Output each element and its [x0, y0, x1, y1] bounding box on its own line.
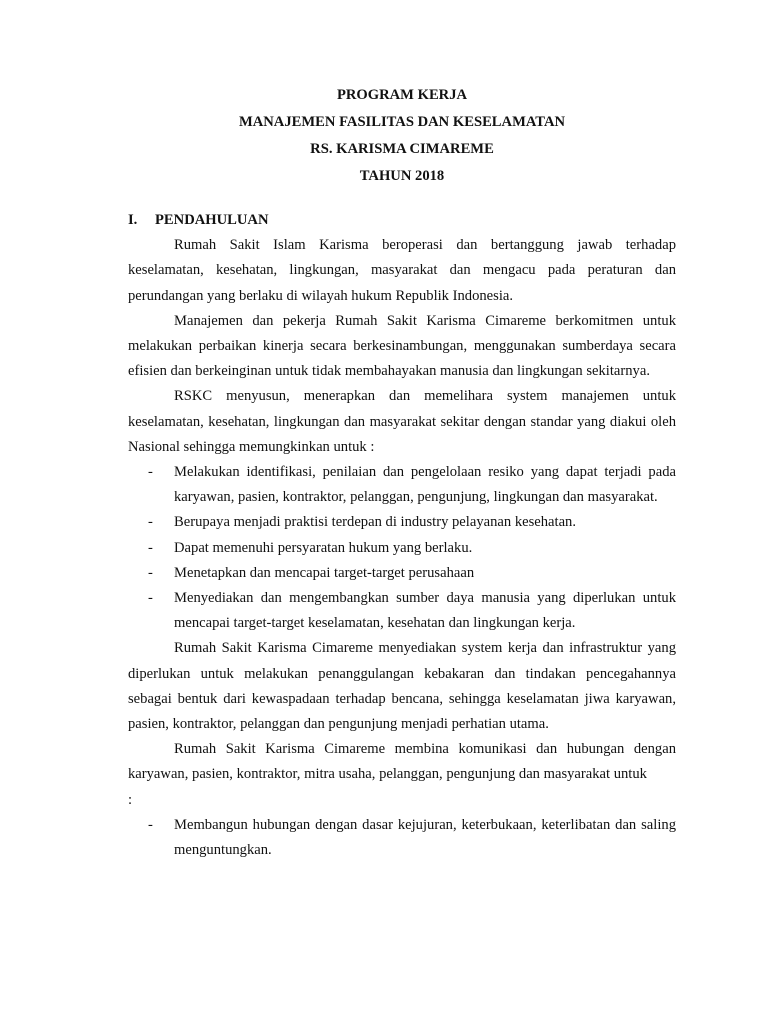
list-item-text: Melakukan identifikasi, penilaian dan pengelolaan resiko yang dapat terjadi pada karyawan, pasien, kontraktor, pelanggan, pengunjung, lingkungan dan masyarakat.	[174, 464, 676, 506]
list-item-text: Menyediakan dan mengembangkan sumber daya manusia yang diperlukan untuk mencapai target-target keselamatan, kesehatan dan lingkungan kerja.	[174, 590, 676, 632]
bullet-list-1	[128, 460, 676, 636]
bullet-dash: -	[148, 590, 153, 607]
section-number: I.	[128, 212, 138, 228]
paragraph-5: Rumah Sakit Karisma Cimareme membina komunikasi dan hubungan dengan karyawan, pasien, kontraktor, mitra usaha, pelanggan, pengunjung dan masyarakat untuk	[128, 741, 676, 783]
bullet-dash: -	[148, 816, 153, 833]
paragraph-2: Manajemen dan pekerja Rumah Sakit Karisma Cimareme berkomitmen untuk melakukan perbaikan kinerja secara berkesinambungan, menggunakan sumberdaya secara efisien dan berkeinginan untuk tidak membahayakan manusia dan lingkungan sekitarnya.	[128, 312, 676, 380]
bullet-dash: -	[148, 564, 153, 581]
document-title	[128, 82, 676, 190]
list-item	[128, 536, 676, 561]
paragraph-5-colon: :	[128, 791, 133, 808]
title-line-1: PROGRAM KERJA	[336, 87, 468, 103]
list-item	[128, 460, 676, 510]
list-item	[128, 561, 676, 586]
title-line-3: RS. KARISMA CIMAREME	[310, 141, 494, 157]
list-item-text: Berupaya menjadi praktisi terdepan di industry pelayanan kesehatan.	[174, 514, 576, 531]
bullet-dash: -	[148, 514, 153, 531]
paragraph-4: Rumah Sakit Karisma Cimareme menyediakan system kerja dan infrastruktur yang diperlukan untuk melakukan penanggulangan kebakaran dan tindakan pencegahannya sebagai bentuk dari kewaspadaan terhadap bencana, sehingga keselamatan jiwa karyawan, pasien, kontraktor, pelanggan dan pengunjung menjadi perhatian utama.	[128, 640, 676, 733]
title-line-2: MANAJEMEN FASILITAS DAN KESELAMATAN	[238, 114, 566, 130]
bullet-dash: -	[148, 464, 153, 481]
title-line-4: TAHUN 2018	[359, 168, 445, 184]
list-item	[128, 813, 676, 863]
bullet-dash: -	[148, 539, 153, 556]
section-title: PENDAHULUAN	[155, 212, 269, 228]
list-item-text: Membangun hubungan dengan dasar kejujuran, keterbukaan, keterlibatan dan saling menguntungkan.	[174, 816, 676, 859]
section-heading	[128, 208, 676, 233]
list-item	[128, 510, 676, 535]
paragraph-1: Rumah Sakit Islam Karisma beroperasi dan bertanggung jawab terhadap keselamatan, kesehatan, lingkungan, masyarakat dan mengacu pada peraturan dan perundangan yang berlaku di wilayah hukum Republik Indonesia.	[128, 237, 676, 304]
paragraph-3: RSKC menyusun, menerapkan dan memelihara system manajemen untuk keselamatan, kesehatan, lingkungan dan masyarakat sekitar dengan standar yang diakui oleh Nasional sehingga memungkinkan untuk :	[128, 388, 676, 455]
list-item-text: Menetapkan dan mencapai target-target perusahaan	[174, 564, 475, 581]
list-item-text: Dapat memenuhi persyaratan hukum yang berlaku.	[174, 539, 473, 556]
bullet-list-2	[128, 813, 676, 863]
list-item	[128, 586, 676, 636]
